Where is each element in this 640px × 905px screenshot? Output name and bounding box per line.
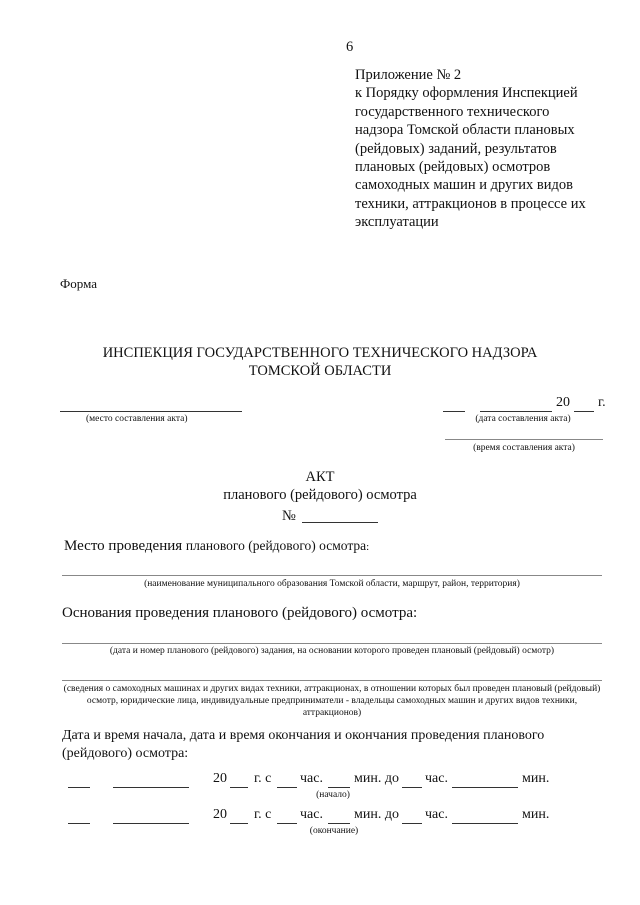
org-heading xyxy=(0,344,640,380)
datetime-heading-line2: (рейдового) осмотра: xyxy=(62,746,189,761)
start-min-do-label: мин. до xyxy=(354,771,399,786)
end-min-from-field[interactable] xyxy=(328,823,350,824)
act-number-field[interactable] xyxy=(302,522,378,523)
appendix-line: государственного технического xyxy=(355,103,550,120)
act-number-label: № xyxy=(282,508,296,524)
start-caption: (начало) xyxy=(316,790,350,800)
end-year-prefix: 20 xyxy=(213,807,227,822)
place-label-main: Место проведения xyxy=(64,538,186,554)
place-label xyxy=(64,537,369,555)
datetime-heading xyxy=(62,727,544,763)
appendix-line: техники, аттракционов в процессе их xyxy=(355,195,586,212)
appendix-line: надзора Томской области плановых xyxy=(355,122,575,139)
start-hour-to-field[interactable] xyxy=(402,787,422,788)
date-of-act-caption: (дата составления акта) xyxy=(475,414,571,424)
appendix-line: самоходных машин и других видов xyxy=(355,177,573,194)
place-caption: (наименование муниципального образования Томской области, маршрут, район, территория) xyxy=(144,579,520,589)
appendix-line: Приложение № 2 xyxy=(355,67,462,83)
appendix-line: (рейдовых) заданий, результатов xyxy=(355,140,557,157)
end-hour-to-field[interactable] xyxy=(402,823,422,824)
grounds-field[interactable] xyxy=(62,643,602,644)
appendix-block xyxy=(355,66,586,232)
end-month-field[interactable] xyxy=(113,823,189,824)
time-of-act-line[interactable] xyxy=(445,439,603,440)
year-field[interactable] xyxy=(574,411,594,412)
start-hours2-label: час. xyxy=(425,771,448,786)
place-of-act-caption: (место составления акта) xyxy=(86,414,188,424)
end-min-to-field[interactable] xyxy=(452,823,518,824)
appendix-line: эксплуатации xyxy=(355,214,439,231)
machines-field[interactable] xyxy=(62,680,602,681)
place-of-act-line[interactable] xyxy=(60,411,242,412)
start-min-to-field[interactable] xyxy=(452,787,518,788)
appendix-line: к Порядку оформления Инспекцией xyxy=(355,85,578,102)
month-field[interactable] xyxy=(480,411,552,412)
act-title: АКТ xyxy=(305,469,335,485)
org-heading-line2: ТОМСКОЙ ОБЛАСТИ xyxy=(248,363,392,379)
start-hour-from-field[interactable] xyxy=(277,787,297,788)
end-day-field[interactable] xyxy=(68,823,90,824)
start-year-prefix: 20 xyxy=(213,771,227,786)
page-number: 6 xyxy=(346,39,354,55)
machines-caption: (сведения о самоходных машинах и других видах техники, аттракционах, в отношении которых был проведен плановый (рейдовый) осмотр, юридические лица, индивидуальные предприниматели - владельцы самоходных машин и других видов техники, аттракционов) xyxy=(63,684,601,718)
grounds-caption: (дата и номер планового (рейдового) задания, на основании которого проведен плановый (рейдовый) осмотр) xyxy=(109,646,555,656)
org-heading-line1: ИНСПЕКЦИЯ ГОСУДАРСТВЕННОГО ТЕХНИЧЕСКОГО НАДЗОРА xyxy=(102,345,538,361)
start-day-field[interactable] xyxy=(68,787,90,788)
end-min-label: мин. xyxy=(522,807,550,822)
end-hours2-label: час. xyxy=(425,807,448,822)
end-min-do-label: мин. до xyxy=(354,807,399,822)
appendix-line: плановых (рейдовых) осмотров xyxy=(355,159,551,176)
end-g-s: г. с xyxy=(254,807,272,822)
place-label-rest: планового (рейдового) осмотра xyxy=(185,538,367,553)
end-year-field[interactable] xyxy=(230,823,248,824)
start-g-s: г. с xyxy=(254,771,272,786)
place-label-colon: : xyxy=(366,541,370,553)
grounds-label: Основания проведения планового (рейдового) осмотра: xyxy=(62,605,418,621)
start-min-from-field[interactable] xyxy=(328,787,350,788)
day-field[interactable] xyxy=(443,411,465,412)
place-field[interactable] xyxy=(62,575,602,576)
datetime-heading-line1: Дата и время начала, дата и время окончания и окончания проведения планового xyxy=(62,728,545,743)
year-prefix: 20 xyxy=(556,395,570,410)
start-hours-label: час. xyxy=(300,771,323,786)
start-year-field[interactable] xyxy=(230,787,248,788)
end-hour-from-field[interactable] xyxy=(277,823,297,824)
form-label: Форма xyxy=(60,276,97,291)
start-min-label: мин. xyxy=(522,771,550,786)
start-month-field[interactable] xyxy=(113,787,189,788)
time-of-act-caption: (время составления акта) xyxy=(473,443,575,453)
end-hours-label: час. xyxy=(300,807,323,822)
year-suffix: г. xyxy=(598,395,606,410)
end-caption: (окончание) xyxy=(309,826,359,836)
act-subtitle: планового (рейдового) осмотра xyxy=(223,487,417,503)
